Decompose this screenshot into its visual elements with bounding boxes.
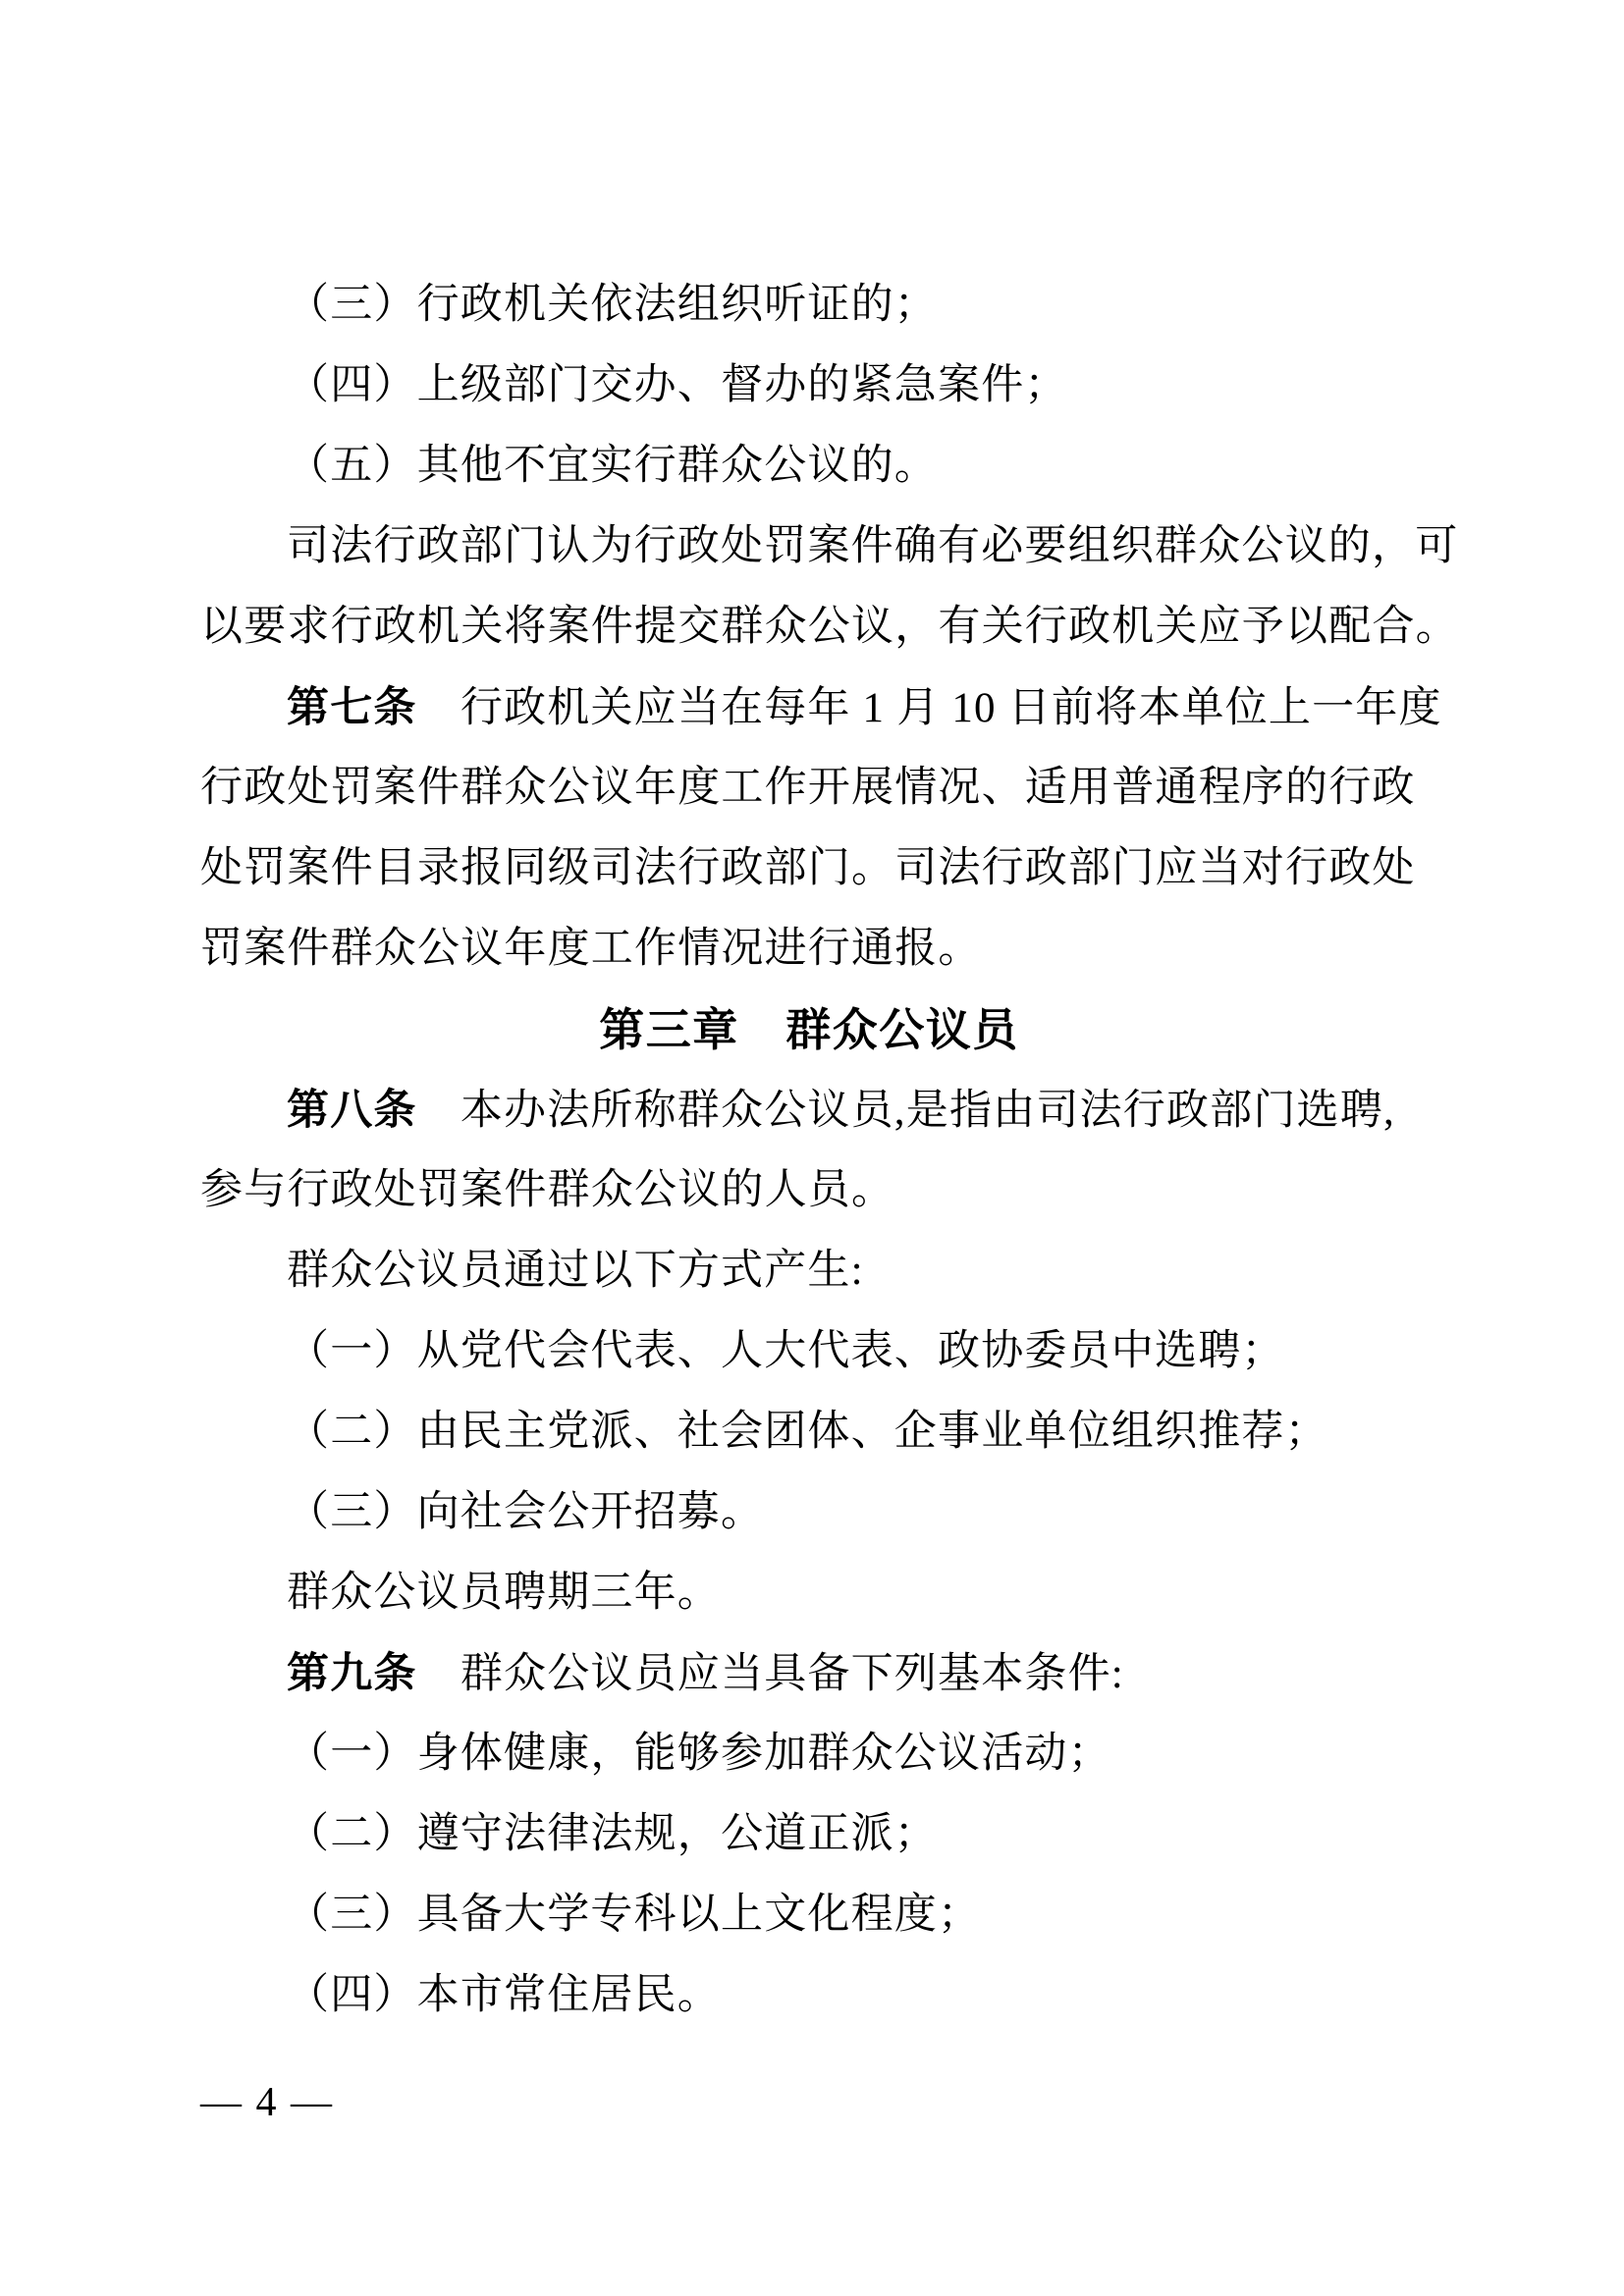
article-number: 第九条: [287, 1650, 417, 1697]
text-line: 司法行政部门认为行政处罚案件确有必要组织群众公议的，可: [287, 523, 1459, 569]
article-number: 第八条: [287, 1087, 417, 1134]
text-line: （五）其他不宜实行群众公议的。: [287, 443, 938, 489]
text-line: （一）从党代会代表、人大代表、政协委员中选聘；: [287, 1328, 1285, 1374]
text-segment: 本办法所称群众公议员,是指由司法行政部门选聘,: [460, 1088, 1395, 1134]
text-segment: 行政机关应当在每年 1 月 10 日前将本单位上一年度: [460, 685, 1442, 731]
text-line: [200, 1633, 1418, 1714]
text-line: 参与行政处罚案件群众公议的人员。: [200, 1167, 895, 1213]
chapter-heading: 第三章 群众公议员: [599, 1004, 1019, 1055]
article-number: 第七条: [287, 684, 417, 731]
text-line: 群众公议员通过以下方式产生:: [287, 1248, 864, 1294]
page-number: — 4 —: [200, 2080, 334, 2125]
text-line: （四）上级部门交办、督办的紧急案件；: [287, 362, 1068, 408]
text-line: （四）本市常住居民。: [287, 1972, 721, 2018]
text-segment: 群众公议员应当具备下列基本条件:: [460, 1651, 1124, 1697]
document-body: [200, 265, 1459, 2036]
text-line: [200, 1070, 1418, 1150]
text-line: （二）由民主党派、社会团体、企事业单位组织推荐；: [287, 1409, 1328, 1455]
text-line: 处罚案件目录报同级司法行政部门。司法行政部门应当对行政处: [200, 845, 1416, 891]
text-line: （三）具备大学专科以上文化程度；: [287, 1892, 982, 1938]
text-line: （三）行政机关依法组织听证的；: [287, 282, 938, 328]
text-line: 罚案件群众公议年度工作情况进行通报。: [200, 926, 982, 972]
text-line: 群众公议员聘期三年。: [287, 1570, 721, 1616]
text-line: 行政处罚案件群众公议年度工作开展情况、适用普通程序的行政: [200, 765, 1416, 811]
text-line: （三）向社会公开招募。: [287, 1489, 765, 1535]
page-footer: [200, 2075, 334, 2130]
text-line: （二）遵守法律法规，公道正派；: [287, 1811, 938, 1857]
text-line: [200, 667, 1442, 748]
text-line: 以要求行政机关将案件提交群众公议，有关行政机关应予以配合。: [200, 604, 1459, 650]
text-line: （一）身体健康，能够参加群众公议活动；: [287, 1731, 1111, 1777]
